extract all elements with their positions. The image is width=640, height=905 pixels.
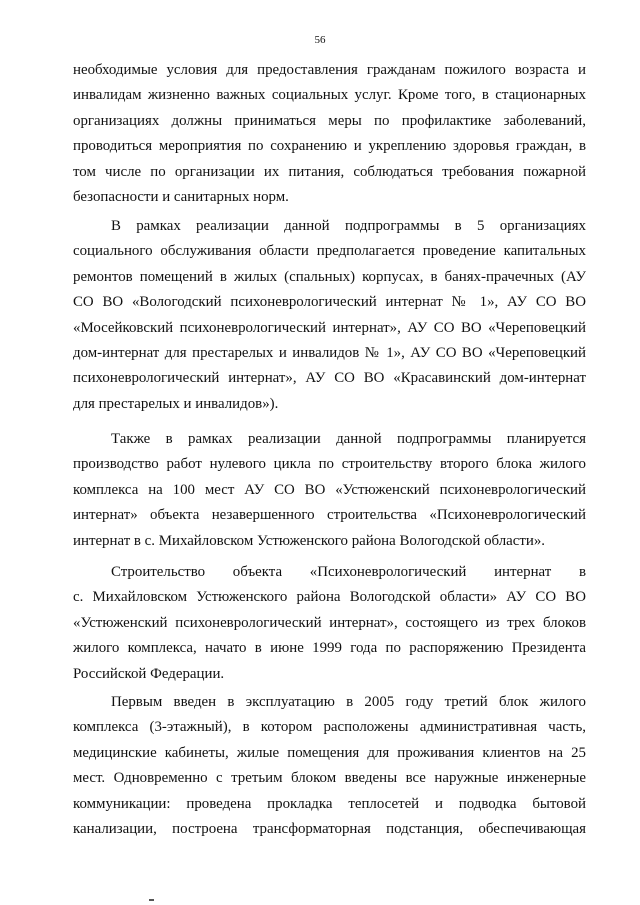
- text-line: безопасности и санитарных норм.: [73, 188, 289, 205]
- text-line: комплекса на 100 мест АУ СО ВО «Устюженский психоневрологический: [73, 481, 586, 498]
- text-line: социального обслуживания области предполагается проведение капитальных: [73, 243, 586, 260]
- text-line: медицинские кабинеты, жилые помещения для проживания клиентов на 25: [73, 744, 586, 761]
- text-line: том числе по организации их питания, соблюдаться требования пожарной: [73, 163, 586, 180]
- paragraph-4: [73, 560, 586, 687]
- text-line: ремонтов помещений в жилых (спальных) корпусах, в банях-прачечных (АУ: [73, 268, 586, 285]
- text-line: Также в рамках реализации данной подпрограммы планируется: [111, 431, 586, 447]
- text-line: интернат в с. Михайловском Устюженского района Вологодской области».: [73, 532, 546, 549]
- paragraph-5: [73, 690, 586, 842]
- text-line: для престарелых и инвалидов»).: [73, 395, 279, 412]
- scan-artifact-mark: [149, 899, 154, 901]
- text-line: канализации, построена трансформаторная подстанция, обеспечивающая: [73, 820, 586, 837]
- paragraph-1: [73, 58, 586, 210]
- text-line: интернат» объекта незавершенного строительства «Психоневрологический: [73, 507, 586, 524]
- text-line: мест. Одновременно с третьим блоком введены все наружные инженерные: [73, 770, 586, 787]
- text-line: В рамках реализации данной подпрограммы в 5 организациях: [111, 218, 586, 234]
- text-line: инвалидам жизненно важных социальных услуг. Кроме того, в стационарных: [73, 87, 586, 104]
- paragraph-2: [73, 214, 586, 417]
- text-line: Первым введен в эксплуатацию в 2005 году третий блок жилого: [111, 694, 586, 710]
- text-line: с. Михайловском Устюженского района Вологодской области» АУ СО ВО: [73, 589, 586, 606]
- paragraph-3: [73, 427, 586, 554]
- text-line: «Устюженский психоневрологический интернат», состоящего из трех блоков: [73, 614, 586, 631]
- text-line: «Мосейковский психоневрологический интернат», АУ СО ВО «Череповецкий: [73, 319, 586, 336]
- text-line: необходимые условия для предоставления гражданам пожилого возраста и: [73, 62, 586, 78]
- text-line: коммуникации: проведена прокладка теплосетей и подводка бытовой: [73, 795, 586, 812]
- text-line: организациях должны приниматься меры по профилактике заболеваний,: [73, 112, 586, 129]
- page-number: 56: [314, 34, 326, 46]
- text-line: Строительство объекта «Психоневрологический интернат в: [111, 564, 586, 580]
- text-line: жилого комплекса, начато в июне 1999 года по распоряжению Президента: [73, 640, 586, 657]
- text-line: СО ВО «Вологодский психоневрологический интернат № 1», АУ СО ВО: [73, 294, 586, 311]
- text-line: психоневрологический интернат», АУ СО ВО «Красавинский дом-интернат: [73, 370, 586, 387]
- text-line: проводиться мероприятия по сохранению и укреплению здоровья граждан, в: [73, 138, 586, 155]
- text-line: дом-интернат для престарелых и инвалидов № 1», АУ СО ВО «Череповецкий: [73, 344, 586, 361]
- text-line: комплекса (3-этажный), в котором расположены административная часть,: [73, 719, 586, 736]
- text-line: Российской Федерации.: [73, 665, 225, 682]
- text-line: производство работ нулевого цикла по строительству второго блока жилого: [73, 456, 586, 473]
